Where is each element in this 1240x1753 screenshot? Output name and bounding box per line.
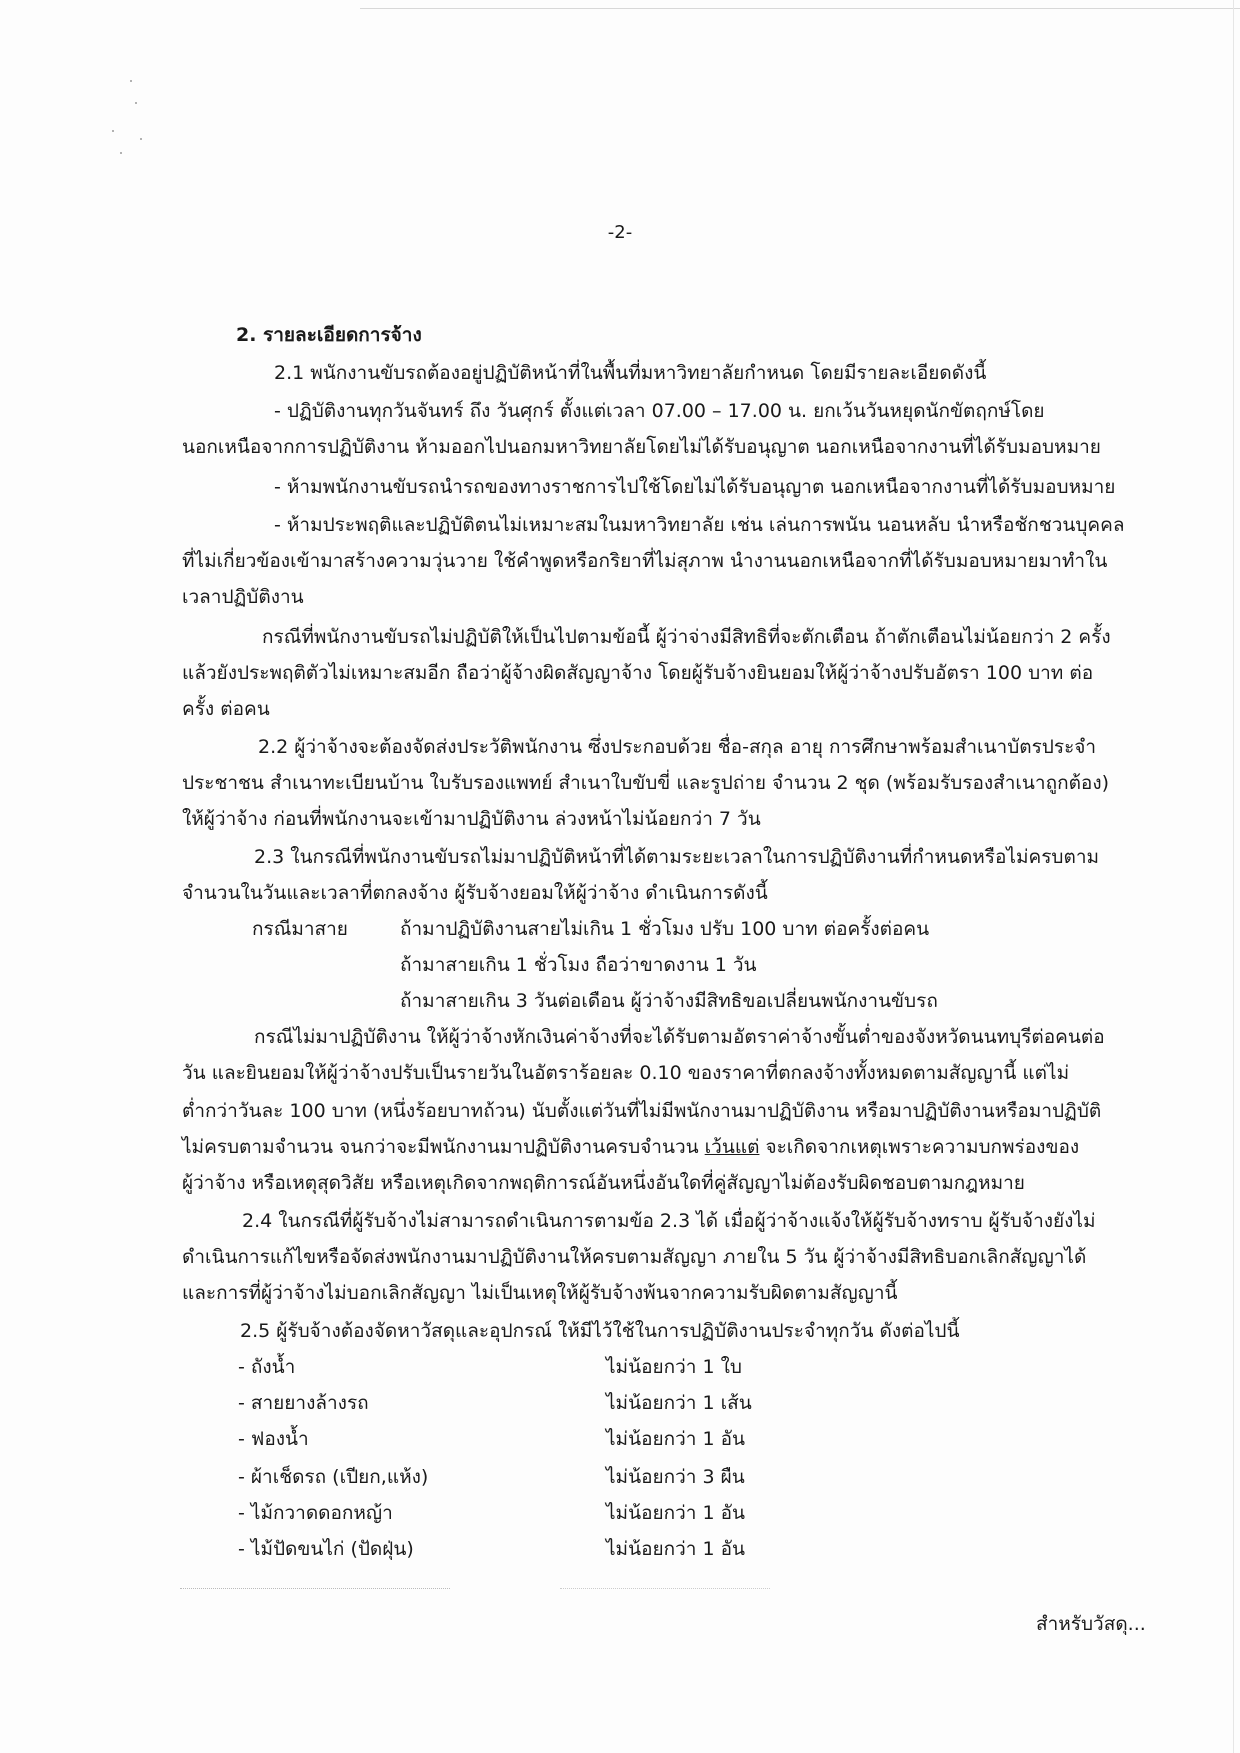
paragraph-line: และการที่ผู้ว่าจ้างไม่บอกเลิกสัญญา ไม่เป็นเหตุให้ผู้รับจ้างพ้นจากความรับผิดตามสัญญานี้ <box>182 1282 898 1304</box>
equipment-qty: ไม่น้อยกว่า 1 อัน <box>606 1538 746 1560</box>
paragraph-line: ประชาชน สำเนาทะเบียนบ้าน ใบรับรองแพทย์ สำเนาใบขับขี่ และรูปถ่าย จำนวน 2 ชุด (พร้อมรับรองสำเนาถูกต้อง) <box>182 772 1110 794</box>
paragraph-line: - ห้ามประพฤติและปฏิบัติตนไม่เหมาะสมในมหาวิทยาลัย เช่น เล่นการพนัน นอนหลับ นำหรือชักชวนบุคคล <box>274 514 1125 536</box>
paragraph-line: ดำเนินการแก้ไขหรือจัดส่งพนักงานมาปฏิบัติงานให้ครบตามสัญญา ภายใน 5 วัน ผู้ว่าจ้างมีสิทธิบอกเลิกสัญญาได้ <box>182 1246 1087 1268</box>
paragraph-line: จำนวนในวันและเวลาที่ตกลงจ้าง ผู้รับจ้างยอมให้ผู้ว่าจ้าง ดำเนินการดังนี้ <box>182 882 768 904</box>
except-before: ไม่ครบตามจำนวน จนกว่าจะมีพนักงานมาปฏิบัติงานครบจำนวน <box>182 1136 705 1158</box>
paragraph-line: ที่ไม่เกี่ยวข้องเข้ามาสร้างความวุ่นวาย ใช้คำพูดหรือกริยาที่ไม่สุภาพ นำงานนอกเหนือจากที่ได้รับมอบหมายมาทำใน <box>182 550 1108 572</box>
late-rule: ถ้ามาสายเกิน 3 วันต่อเดือน ผู้ว่าจ้างมีสิทธิขอเปลี่ยนพนักงานขับรถ <box>400 990 938 1012</box>
paragraph-line: กรณีไม่มาปฏิบัติงาน ให้ผู้ว่าจ้างหักเงินค่าจ้างที่จะได้รับตามอัตราค่าจ้างขั้นต่ำของจังหวัดนนทบุรีต่อคนต่อ <box>254 1026 1105 1048</box>
equipment-qty: ไม่น้อยกว่า 3 ผืน <box>606 1466 745 1488</box>
scan-edge-line <box>360 8 1240 9</box>
clause-2-4: 2.4 ในกรณีที่ผู้รับจ้างไม่สามารถดำเนินการตามข้อ 2.3 ได้ เมื่อผู้ว่าจ้างแจ้งให้ผู้รับจ้างทราบ ผู้รับจ้างยังไม่ <box>242 1210 1096 1232</box>
paragraph-line: - ปฏิบัติงานทุกวันจันทร์ ถึง วันศุกร์ ตั้งแต่เวลา 07.00 – 17.00 น. ยกเว้นวันหยุดนักขัตฤกษ์โดย <box>274 400 1045 422</box>
paragraph-line: ผู้ว่าจ้าง หรือเหตุสุดวิสัย หรือเหตุเกิดจากพฤติการณ์อันหนึ่งอันใดที่คู่สัญญาไม่ต้องรับผิดชอบตามกฎหมาย <box>182 1172 1025 1194</box>
late-rule: ถ้ามาสายเกิน 1 ชั่วโมง ถือว่าขาดงาน 1 วัน <box>400 954 757 976</box>
paragraph-line: เวลาปฏิบัติงาน <box>182 586 304 608</box>
paragraph-line <box>182 1132 1079 1162</box>
continuation-note: สำหรับวัสดุ... <box>1036 1613 1146 1635</box>
paragraph-line: - ห้ามพนักงานขับรถนำรถของทางราชการไปใช้โดยไม่ได้รับอนุญาต นอกเหนือจากงานที่ได้รับมอบหมาย <box>274 476 1116 498</box>
equipment-qty: ไม่น้อยกว่า 1 อัน <box>606 1502 746 1524</box>
equipment-item: - ฟองน้ำ <box>238 1428 309 1450</box>
page-number: -2- <box>607 222 633 243</box>
paragraph-line: วัน และยินยอมให้ผู้ว่าจ้างปรับเป็นรายวันในอัตราร้อยละ 0.10 ของราคาที่ตกลงจ้างทั้งหมดตามสัญญานี้ แต่ไม่ <box>182 1062 1070 1084</box>
equipment-item: - สายยางล้างรถ <box>238 1392 369 1414</box>
scan-specks <box>100 80 160 180</box>
paragraph-line: ครั้ง ต่อคน <box>182 698 270 720</box>
clause-2-2: 2.2 ผู้ว่าจ้างจะต้องจัดส่งประวัติพนักงาน ซึ่งประกอบด้วย ชื่อ-สกุล อายุ การศึกษาพร้อมสำเนาบัตรประจำ <box>258 736 1097 758</box>
clause-2-5: 2.5 ผู้รับจ้างต้องจัดหาวัสดุและอุปกรณ์ ให้มีไว้ใช้ในการปฏิบัติงานประจำทุกวัน ดังต่อไปนี้ <box>240 1320 960 1342</box>
equipment-item: - ถังน้ำ <box>238 1356 296 1378</box>
scan-dotted-line <box>180 1588 450 1589</box>
paragraph-line: ให้ผู้ว่าจ้าง ก่อนที่พนักงานจะเข้ามาปฏิบัติงาน ล่วงหน้าไม่น้อยกว่า 7 วัน <box>182 808 761 830</box>
equipment-item: - ไม้ปัดขนไก่ (ปัดฝุ่น) <box>238 1538 414 1560</box>
except-after: จะเกิดจากเหตุเพราะความบกพร่องของ <box>759 1136 1080 1158</box>
equipment-qty: ไม่น้อยกว่า 1 ใบ <box>606 1356 742 1378</box>
scan-dotted-line <box>560 1588 770 1589</box>
equipment-item: - ไม้กวาดดอกหญ้า <box>238 1502 393 1524</box>
clause-2-1: 2.1 พนักงานขับรถต้องอยู่ปฏิบัติหน้าที่ในพื้นที่มหาวิทยาลัยกำหนด โดยมีรายละเอียดดังนี้ <box>274 362 987 384</box>
equipment-qty: ไม่น้อยกว่า 1 อัน <box>606 1428 746 1450</box>
late-rule: ถ้ามาปฏิบัติงานสายไม่เกิน 1 ชั่วโมง ปรับ 100 บาท ต่อครั้งต่อคน <box>400 918 930 940</box>
clause-2-3: 2.3 ในกรณีที่พนักงานขับรถไม่มาปฏิบัติหน้าที่ได้ตามระยะเวลาในการปฏิบัติงานที่กำหนดหรือไม่ครบตาม <box>254 846 1100 868</box>
equipment-qty: ไม่น้อยกว่า 1 เส้น <box>606 1392 752 1414</box>
equipment-item: - ผ้าเช็ดรถ (เปียก,แห้ง) <box>238 1466 429 1488</box>
paragraph-line: แล้วยังประพฤติตัวไม่เหมาะสมอีก ถือว่าผู้จ้างผิดสัญญาจ้าง โดยผู้รับจ้างยินยอมให้ผู้ว่าจ้างปรับอัตรา 100 บาท ต่อ <box>182 662 1094 684</box>
paragraph-line: นอกเหนือจากการปฏิบัติงาน ห้ามออกไปนอกมหาวิทยาลัยโดยไม่ได้รับอนุญาต นอกเหนือจากงานที่ได้รับมอบหมาย <box>182 436 1101 458</box>
late-label: กรณีมาสาย <box>252 918 348 940</box>
scan-edge-line-right <box>1233 0 1234 1753</box>
paragraph-line: กรณีที่พนักงานขับรถไม่ปฏิบัติให้เป็นไปตามข้อนี้ ผู้ว่าจ่างมีสิทธิที่จะตักเตือน ถ้าตักเตือนไม่น้อยกว่า 2 ครั้ง <box>262 626 1111 648</box>
except-underlined: เว้นแต่ <box>704 1136 760 1158</box>
section-heading: 2. รายละเอียดการจ้าง <box>236 324 422 346</box>
paragraph-line: ต่ำกว่าวันละ 100 บาท (หนึ่งร้อยบาทถ้วน) นับตั้งแต่วันที่ไม่มีพนักงานมาปฏิบัติงาน หรือมาปฏิบัติงานหรือมาปฏิบัติ <box>182 1100 1102 1122</box>
